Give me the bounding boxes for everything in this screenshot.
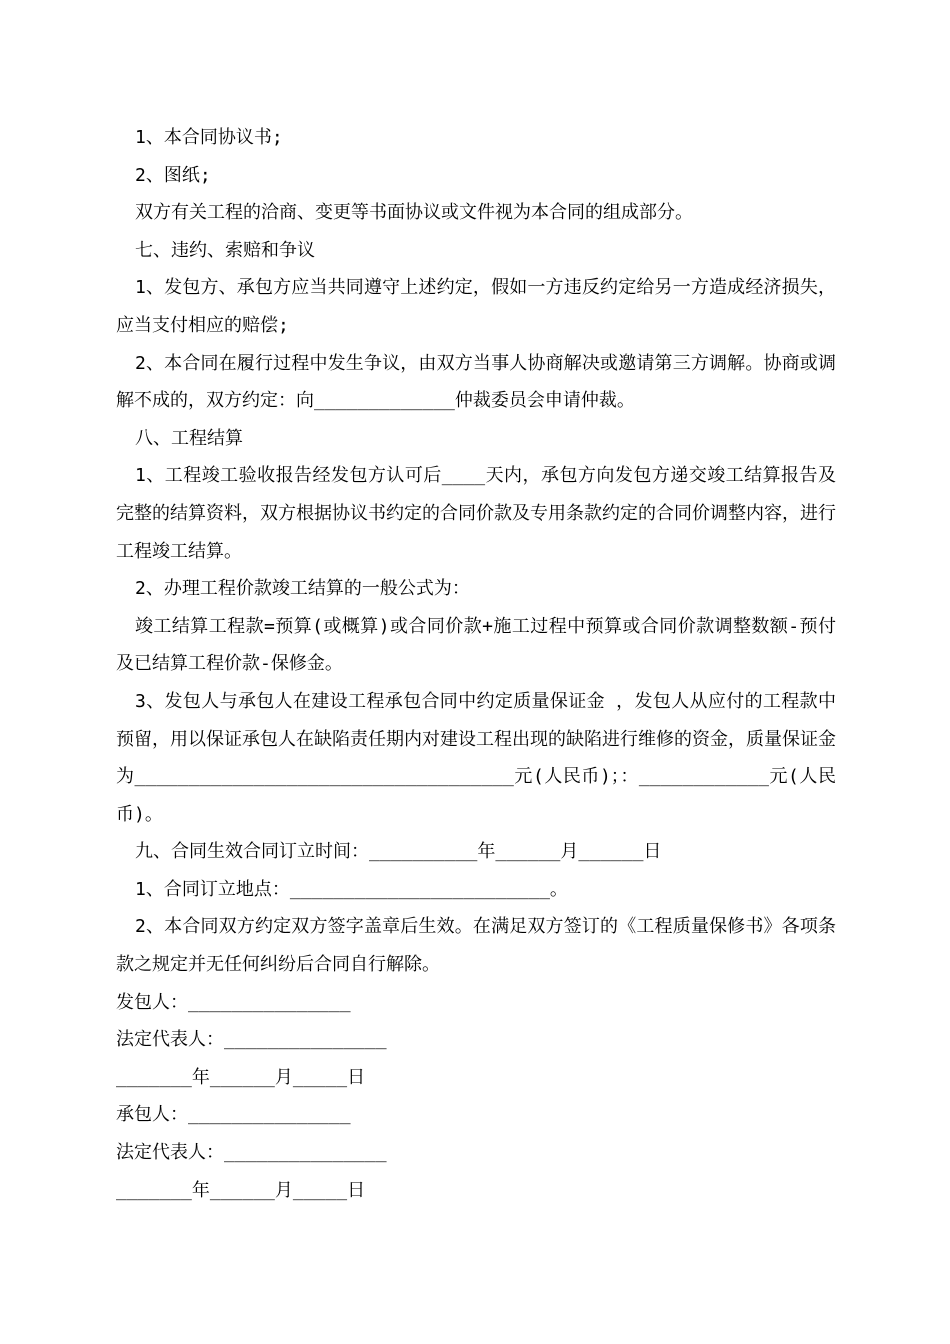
paragraph: 1、工程竣工验收报告经发包方认可后____天内，承包方向发包方递交竣工结算报告及完整的结算资料，双方根据协议书约定的合同价款及专用条款约定的合同价调整内容，进行工程竣工结算。 bbox=[116, 465, 836, 562]
section-heading: 八、工程结算 bbox=[135, 427, 243, 449]
section-heading: 九、合同生效合同订立时间：__________年______月______日 bbox=[135, 841, 662, 863]
signature-date-employer: _______年______月_____日 bbox=[116, 1066, 366, 1088]
paragraph: 1、合同订立地点：________________________。 bbox=[135, 878, 568, 900]
section-heading: 七、违约、索赔和争议 bbox=[135, 239, 315, 261]
signature-line-contractor: 承包人：_______________ bbox=[116, 1104, 351, 1126]
paragraph: 3、发包人与承包人在建设工程承包合同中约定质量保证金 ，发包人从应付的工程款中预留，用以保证承包人在缺陷责任期内对建设工程出现的缺陷进行维修的资金，质量保证金为___________________________________元(人民币)；：____________元(人民币)。 bbox=[116, 690, 836, 825]
paragraph: 2、办理工程价款竣工结算的一般公式为： bbox=[135, 578, 470, 600]
paragraph: 1、本合同协议书; bbox=[135, 127, 283, 148]
paragraph: 2、本合同双方约定双方签字盖章后生效。在满足双方签订的《工程质量保修书》各项条款之规定并无任何纠纷后合同自行解除。 bbox=[116, 916, 836, 976]
paragraph: 双方有关工程的洽商、变更等书面协议或文件视为本合同的组成部分。 bbox=[135, 202, 693, 224]
paragraph: 2、本合同在履行过程中发生争议，由双方当事人协商解决或邀请第三方调解。协商或调解不成的，双方约定：向_____________仲裁委员会申请仲裁。 bbox=[116, 352, 836, 412]
paragraph: 竣工结算工程款=预算(或概算)或合同价款+施工过程中预算或合同价款调整数额-预付及已结算工程价款-保修金。 bbox=[116, 615, 836, 675]
signature-line-employer: 发包人：_______________ bbox=[116, 991, 351, 1013]
signature-date-contractor: _______年______月_____日 bbox=[116, 1179, 366, 1201]
signature-line-contractor-representative: 法定代表人：_______________ bbox=[116, 1142, 387, 1164]
document-body bbox=[116, 119, 836, 1209]
paragraph: 1、发包方、承包方应当共同遵守上述约定，假如一方违反约定给另一方造成经济损失，应当支付相应的赔偿; bbox=[116, 277, 836, 336]
paragraph: 2、图纸; bbox=[135, 164, 211, 186]
signature-line-employer-representative: 法定代表人：_______________ bbox=[116, 1029, 387, 1051]
